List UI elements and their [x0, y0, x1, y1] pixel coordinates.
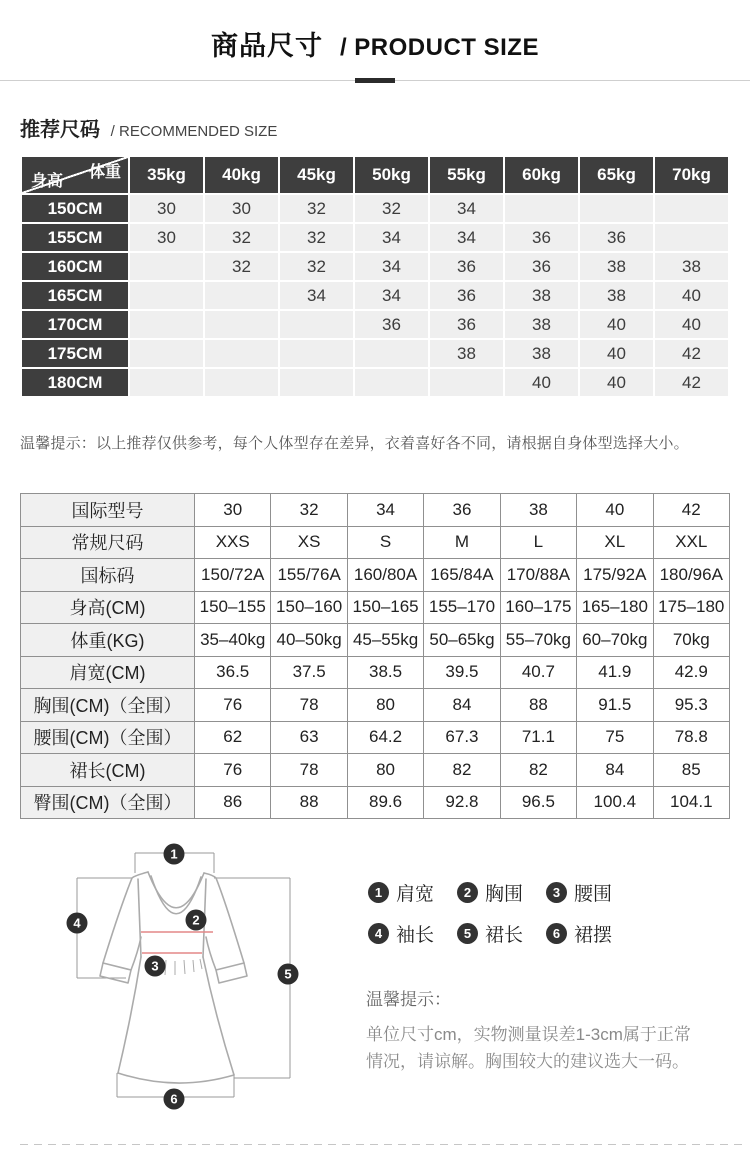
measurement-row-label: 臀围(CM)（全围）	[21, 786, 195, 819]
size-value-cell: 36	[355, 311, 428, 338]
measurement-value-cell: 175–180	[653, 591, 729, 624]
height-row-label: 150CM	[22, 195, 128, 222]
legend-number-badge: 1	[368, 882, 389, 903]
size-value-cell: 40	[655, 311, 728, 338]
measurement-value-cell: 64.2	[347, 721, 423, 754]
legend-label: 袖长	[396, 925, 435, 946]
measurement-value-cell: S	[347, 526, 423, 559]
size-value-cell: 34	[355, 282, 428, 309]
table-row	[22, 195, 728, 222]
measurement-value-cell: 60–70kg	[577, 624, 653, 657]
size-value-cell	[430, 369, 503, 396]
measurement-row-label: 肩宽(CM)	[21, 656, 195, 689]
size-value-cell: 32	[355, 195, 428, 222]
measurement-value-cell: 78	[271, 754, 347, 787]
measurement-value-cell: 34	[347, 494, 423, 527]
size-value-cell	[130, 253, 203, 280]
size-value-cell: 30	[130, 195, 203, 222]
marker-6-number: 6	[170, 1091, 178, 1107]
measurement-value-cell: 30	[195, 494, 271, 527]
table-row	[21, 494, 730, 527]
size-value-cell: 30	[205, 195, 278, 222]
measurement-value-cell: 71.1	[500, 721, 576, 754]
dress-diagram	[38, 837, 338, 1127]
measurement-value-cell: 150–160	[271, 591, 347, 624]
size-value-cell	[130, 282, 203, 309]
recommended-heading-zh: 推荐尺码	[20, 119, 100, 141]
size-value-cell: 40	[580, 369, 653, 396]
measurement-value-cell: 45–55kg	[347, 624, 423, 657]
measurement-value-cell: 62	[195, 721, 271, 754]
height-row-label: 160CM	[22, 253, 128, 280]
size-value-cell: 38	[505, 311, 578, 338]
size-value-cell: 40	[580, 340, 653, 367]
measurement-row-label: 身高(CM)	[21, 591, 195, 624]
recommended-heading-en: / RECOMMENDED SIZE	[110, 123, 278, 140]
measurement-row-label: 腰围(CM)（全围）	[21, 721, 195, 754]
measurement-value-cell: 78.8	[653, 721, 729, 754]
weight-header-cell: 35kg	[130, 157, 203, 193]
measurement-note-line1: 单位尺寸cm，实物测量误差1-3cm属于正常	[366, 1025, 691, 1044]
weight-header-cell: 70kg	[655, 157, 728, 193]
size-value-cell	[130, 340, 203, 367]
measurement-value-cell: 42.9	[653, 656, 729, 689]
legend-label: 胸围	[485, 884, 524, 905]
legend-number-badge: 4	[368, 923, 389, 944]
measurement-value-cell: XL	[577, 526, 653, 559]
measurement-value-cell: 155–170	[424, 591, 500, 624]
measurement-value-cell: 40	[577, 494, 653, 527]
measure-brackets	[77, 853, 290, 1097]
measurement-value-cell: 86	[195, 786, 271, 819]
marker-4-number: 4	[73, 915, 81, 931]
size-value-cell	[280, 340, 353, 367]
measurement-note	[366, 985, 696, 1075]
measurement-value-cell: 92.8	[424, 786, 500, 819]
measurement-value-cell: 150/72A	[195, 559, 271, 592]
measurement-value-cell: 150–155	[195, 591, 271, 624]
measurement-value-cell: 80	[347, 754, 423, 787]
measurement-value-cell: M	[424, 526, 500, 559]
measurement-value-cell: 63	[271, 721, 347, 754]
height-row-label: 180CM	[22, 369, 128, 396]
legend-number-badge: 3	[546, 882, 567, 903]
recommended-note: 温馨提示：以上推荐仅供参考，每个人体型存在差异，衣着喜好各不同，请根据自身体型选择大小。	[20, 435, 689, 452]
legend-item	[546, 920, 635, 947]
page-header	[0, 0, 750, 85]
size-value-cell	[355, 340, 428, 367]
legend-number-badge: 2	[457, 882, 478, 903]
measurement-value-cell: 80	[347, 689, 423, 722]
size-value-cell: 38	[505, 282, 578, 309]
measurement-value-cell: 40–50kg	[271, 624, 347, 657]
bottom-dashed-divider	[20, 1144, 744, 1145]
size-value-cell: 32	[205, 224, 278, 251]
measurement-value-cell: XS	[271, 526, 347, 559]
measurement-value-cell: 55–70kg	[500, 624, 576, 657]
weight-header-cell: 55kg	[430, 157, 503, 193]
legend-number-badge: 6	[546, 923, 567, 944]
recommended-heading	[20, 113, 730, 143]
measurement-value-cell: 84	[577, 754, 653, 787]
measurement-value-cell: 89.6	[347, 786, 423, 819]
corner-height-label: 身高	[31, 173, 64, 190]
measurement-note-title: 温馨提示：	[366, 990, 451, 1009]
size-value-cell	[580, 195, 653, 222]
measurement-value-cell: 50–65kg	[424, 624, 500, 657]
measurement-value-cell: 85	[653, 754, 729, 787]
size-value-cell	[355, 369, 428, 396]
size-value-cell	[280, 369, 353, 396]
table-row	[21, 689, 730, 722]
size-value-cell	[655, 195, 728, 222]
table-row	[21, 624, 730, 657]
measurement-value-cell: 104.1	[653, 786, 729, 819]
size-value-cell: 42	[655, 340, 728, 367]
table-row	[21, 526, 730, 559]
measurement-value-cell: 37.5	[271, 656, 347, 689]
measurement-value-cell: 91.5	[577, 689, 653, 722]
table-row	[21, 754, 730, 787]
table-row	[21, 591, 730, 624]
measurement-row-label: 体重(KG)	[21, 624, 195, 657]
page-title-en: / PRODUCT SIZE	[339, 34, 539, 61]
measurement-value-cell: 76	[195, 689, 271, 722]
measurement-value-cell: 180/96A	[653, 559, 729, 592]
corner-weight-label: 体重	[88, 164, 121, 181]
size-value-cell: 36	[505, 253, 578, 280]
measurement-diagram-section	[0, 835, 750, 1131]
measurement-value-cell: 175/92A	[577, 559, 653, 592]
table-row	[22, 224, 728, 251]
size-value-cell	[205, 311, 278, 338]
page-title-zh: 商品尺寸	[211, 31, 324, 61]
height-row-label: 165CM	[22, 282, 128, 309]
corner-cell	[22, 157, 128, 193]
measurement-value-cell: XXS	[195, 526, 271, 559]
legend-number-badge: 5	[457, 923, 478, 944]
size-value-cell	[205, 282, 278, 309]
measurement-value-cell: 165–180	[577, 591, 653, 624]
page-title	[0, 24, 750, 63]
size-value-cell	[280, 311, 353, 338]
measurement-value-cell: 150–165	[347, 591, 423, 624]
table-row	[22, 282, 728, 309]
table-row	[21, 721, 730, 754]
marker-5-number: 5	[284, 966, 292, 982]
weight-header-cell: 45kg	[280, 157, 353, 193]
weight-header-cell: 40kg	[205, 157, 278, 193]
measurement-value-cell: 38	[500, 494, 576, 527]
size-value-cell	[130, 369, 203, 396]
size-value-cell: 34	[430, 224, 503, 251]
marker-3-number: 3	[151, 958, 159, 974]
size-value-cell: 36	[430, 253, 503, 280]
measurement-row-label: 胸围(CM)（全围）	[21, 689, 195, 722]
legend-label: 裙摆	[574, 925, 613, 946]
table-row	[22, 369, 728, 396]
legend-item	[546, 879, 635, 906]
title-divider	[0, 77, 750, 85]
size-value-cell: 34	[355, 253, 428, 280]
divider-accent-bar	[355, 78, 395, 83]
marker-2-number: 2	[192, 912, 200, 928]
size-value-cell: 38	[580, 253, 653, 280]
measurement-value-cell: 36	[424, 494, 500, 527]
table-row	[21, 786, 730, 819]
table-row	[21, 656, 730, 689]
measurement-value-cell: 67.3	[424, 721, 500, 754]
size-value-cell: 40	[505, 369, 578, 396]
size-value-cell: 38	[505, 340, 578, 367]
legend-item	[457, 920, 546, 947]
accent-measure-lines	[141, 932, 213, 953]
weight-header-cell: 65kg	[580, 157, 653, 193]
size-value-cell: 38	[430, 340, 503, 367]
measurement-value-cell: 160–175	[500, 591, 576, 624]
weight-header-cell: 50kg	[355, 157, 428, 193]
measurement-value-cell: 170/88A	[500, 559, 576, 592]
weight-header-row	[22, 157, 728, 193]
size-value-cell: 32	[280, 253, 353, 280]
measurement-row-label: 国际型号	[21, 494, 195, 527]
size-value-cell: 32	[280, 195, 353, 222]
measurement-value-cell: 32	[271, 494, 347, 527]
measurement-value-cell: 82	[500, 754, 576, 787]
size-value-cell: 30	[130, 224, 203, 251]
legend-label: 肩宽	[396, 884, 435, 905]
measurement-value-cell: 38.5	[347, 656, 423, 689]
size-value-cell: 34	[280, 282, 353, 309]
measurement-value-cell: 95.3	[653, 689, 729, 722]
measurement-row-label: 国标码	[21, 559, 195, 592]
measurement-value-cell: 35–40kg	[195, 624, 271, 657]
height-row-label: 155CM	[22, 224, 128, 251]
height-row-label: 175CM	[22, 340, 128, 367]
measurement-value-cell: 165/84A	[424, 559, 500, 592]
size-value-cell: 38	[655, 253, 728, 280]
measurement-value-cell: L	[500, 526, 576, 559]
size-value-cell: 32	[280, 224, 353, 251]
measurement-value-cell: XXL	[653, 526, 729, 559]
table-row	[22, 311, 728, 338]
recommended-size-section	[0, 113, 750, 453]
measurement-value-cell: 76	[195, 754, 271, 787]
size-value-cell	[505, 195, 578, 222]
measurement-legend	[368, 879, 635, 947]
measurement-row-label: 常规尺码	[21, 526, 195, 559]
measurement-value-cell: 84	[424, 689, 500, 722]
detailed-size-table	[20, 493, 730, 819]
measurement-value-cell: 70kg	[653, 624, 729, 657]
size-value-cell: 36	[505, 224, 578, 251]
measurement-value-cell: 155/76A	[271, 559, 347, 592]
measurement-value-cell: 160/80A	[347, 559, 423, 592]
legend-item	[368, 879, 457, 906]
recommended-size-table	[20, 155, 730, 398]
legend-label: 腰围	[574, 884, 613, 905]
size-value-cell: 36	[430, 311, 503, 338]
measurement-value-cell: 36.5	[195, 656, 271, 689]
weight-header-cell: 60kg	[505, 157, 578, 193]
table-row	[22, 253, 728, 280]
measurement-value-cell: 39.5	[424, 656, 500, 689]
measurement-value-cell: 96.5	[500, 786, 576, 819]
legend-label: 裙长	[485, 925, 524, 946]
measurement-value-cell: 88	[271, 786, 347, 819]
measurement-value-cell: 42	[653, 494, 729, 527]
legend-item	[457, 879, 546, 906]
legend-item	[368, 920, 457, 947]
measurement-value-cell: 41.9	[577, 656, 653, 689]
table-row	[22, 340, 728, 367]
size-value-cell: 36	[430, 282, 503, 309]
measurement-value-cell: 78	[271, 689, 347, 722]
height-row-label: 170CM	[22, 311, 128, 338]
size-value-cell: 40	[580, 311, 653, 338]
size-value-cell: 42	[655, 369, 728, 396]
measurement-value-cell: 88	[500, 689, 576, 722]
measurement-value-cell: 75	[577, 721, 653, 754]
measurement-value-cell: 82	[424, 754, 500, 787]
measurement-note-line2: 情况，请谅解。胸围较大的建议选大一码。	[366, 1052, 689, 1071]
measurement-value-cell: 40.7	[500, 656, 576, 689]
marker-1-number: 1	[170, 846, 178, 862]
size-value-cell	[655, 224, 728, 251]
measurement-value-cell: 100.4	[577, 786, 653, 819]
table-row	[21, 559, 730, 592]
size-value-cell: 34	[430, 195, 503, 222]
size-value-cell	[205, 340, 278, 367]
measurement-row-label: 裙长(CM)	[21, 754, 195, 787]
size-value-cell	[205, 369, 278, 396]
size-value-cell	[130, 311, 203, 338]
size-value-cell: 38	[580, 282, 653, 309]
size-value-cell: 34	[355, 224, 428, 251]
size-value-cell: 40	[655, 282, 728, 309]
size-value-cell: 36	[580, 224, 653, 251]
detailed-size-section	[0, 493, 750, 819]
size-value-cell: 32	[205, 253, 278, 280]
